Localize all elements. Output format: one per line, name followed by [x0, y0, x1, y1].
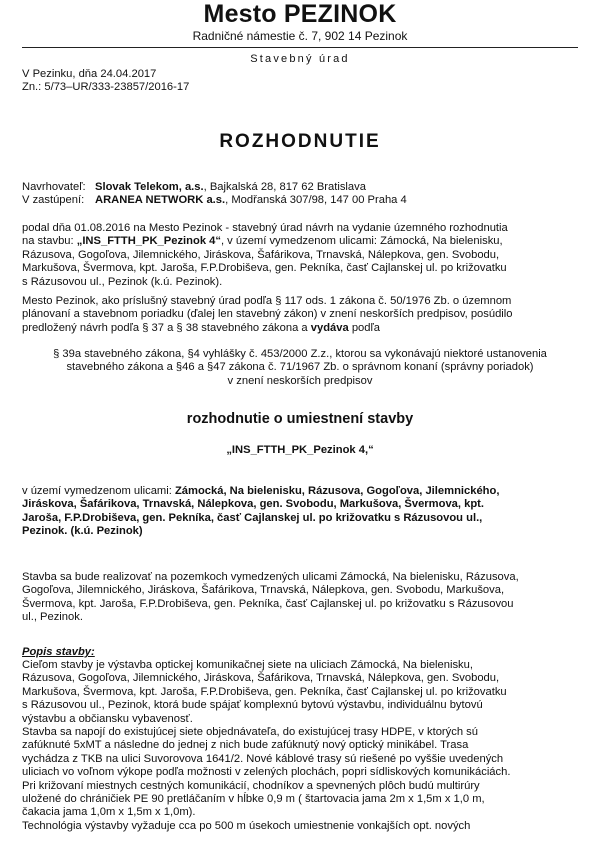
project-name: „INS_FTTH_PK_Pezinok 4,“ [226, 444, 374, 456]
text-line: Švermova, kpt. Jaroša, F.P.Drobiševa, gen. Pekníka, časť Cajlanskej ul. po križovatku s Rázusovou [22, 597, 514, 610]
description-heading: Popis stavby: [22, 646, 95, 658]
representative-line [22, 194, 407, 207]
text-line: v znení neskorších predpisov [227, 374, 373, 387]
text-line: Stavba sa napojí do existujúcej siete objednávateľa, do existujúcej trasy HDPE, v ktorých sú [22, 726, 478, 739]
representative-label: V zastúpení: [22, 194, 85, 206]
document-heading: ROZHODNUTIE [219, 131, 381, 152]
decision-title: rozhodnutie o umiestnení stavby [186, 411, 414, 427]
representative-name: ARANEA NETWORK a.s. [95, 194, 226, 206]
text-line: Stavba sa bude realizovať na pozemkoch vymedzených ulicami Zámocká, Na bielenisku, Rázusova, [22, 571, 519, 583]
applicant-name: Slovak Telekom, a.s. [95, 181, 204, 193]
applicant-line [22, 181, 366, 194]
text-line: Mesto Pezinok, ako príslušný stavebný úrad podľa § 117 ods. 1 zákona č. 50/1976 Zb. o územnom [22, 295, 512, 307]
text-line: uložené do chráničiek PE 90 pretláčaním v hĺbke 0,9 m ( štartovacia jama 2m x 1,5m x 1,0 m, [22, 793, 485, 806]
text-line: Rázusova, Gogoľova, Jilemnického, Jiráskova, Šafárikova, Trnavská, Nálepkova, gen. Svobodu, [22, 672, 500, 685]
text-line: Jaroša, F.P.Drobiševa, gen. Pekníka, časť Cajlanskej ul. po križovatku s Rázusovou ul., [22, 511, 483, 524]
text-line: vychádza z TKB na ulici Suvorovova 1641/2. Nové káblové trasy sú riešené po vyššie uvedených [22, 752, 504, 765]
text-line: s Rázusovou ul., Pezinok (k.ú. Pezinok). [22, 275, 223, 288]
text-line: Cieľom stavby je výstavba optickej komunikačnej siete na uliciach Zámocká, Na bielenisku, [22, 659, 473, 671]
text-line: uliciach vo voľnom výkope podľa možnosti v zelených plochách, popri sídliskových komunikáciách. [22, 766, 511, 779]
applicant-label: Navrhovateľ: [22, 181, 86, 193]
text-line: na stavbu: „INS_FTTH_PK_Pezinok 4“, v území vymedzenom ulicami: Zámocká, Na bielenisku, [22, 235, 503, 248]
city-title: Mesto PEZINOK [203, 0, 397, 28]
text-line: Jiráskova, Šafárikova, Trnavská, Nálepkova, gen. Svobodu, Markušova, Švermova, kpt. [22, 498, 484, 511]
realization-paragraph [22, 571, 578, 625]
text-line: Pri križovaní miestnych cestných komunikácií, chodníkov a spevnených plôch budú multirúry [22, 779, 480, 792]
reference-number: Zn.: 5/73–UR/333-23857/2016-17 [22, 81, 190, 93]
text-line: Rázusova, Gogoľova, Jilemnického, Jiráskova, Šafárikova, Trnavská, Nálepkova, gen. Svobodu, [22, 248, 500, 261]
text-line: v území vymedzenom ulicami: Zámocká, Na bielenisku, Rázusova, Gogoľova, Jilemnického, [22, 485, 500, 497]
area-paragraph [22, 485, 578, 539]
text-line: Pezinok. (k.ú. Pezinok) [22, 525, 143, 538]
document-date: V Pezinku, dňa 24.04.2017 [22, 68, 157, 80]
text-line: Technológia výstavby vyžaduje cca po 500 m úsekoch umiestnenie vonkajších opt. nových [22, 819, 471, 832]
text-line: Markušova, Švermova, kpt. Jaroša, F.P.Drobiševa, gen. Pekníka, časť Cajlanskej ul. po križovatku [22, 685, 507, 698]
header-divider [22, 47, 578, 48]
text-line: výstavbu a občiansku vybavenosť. [22, 712, 193, 725]
text-line: ul., Pezinok. [22, 611, 83, 624]
authority-paragraph [22, 295, 578, 335]
text-line: Gogoľova, Jilemnického, Jiráskova, Šafárikova, Trnavská, Nálepkova, gen. Svobodu, Markušova, [22, 584, 505, 597]
project-name-inline: „INS_FTTH_PK_Pezinok 4“ [76, 235, 221, 248]
office-name: Stavebný úrad [250, 53, 350, 65]
legal-basis [22, 348, 578, 388]
text-line: čakacia jama 1,0m x 1,5m x 1,0m). [22, 806, 196, 819]
representative-address: , Modřanská 307/98, 147 00 Praha 4 [225, 194, 407, 206]
text-line: stavebného zákona a §46 a §47 zákona č. 71/1967 Zb. o správnom konaní (správny poriadok) [66, 361, 534, 374]
city-address: Radničné námestie č. 7, 902 14 Pezinok [192, 29, 408, 43]
text-line: s Rázusovou ul., Pezinok, ktorá bude spájať komplexnú bytovú výstavbu, individuálnu bytovú [22, 699, 483, 712]
intro-paragraph [22, 222, 578, 289]
text-line: predložený návrh podľa § 37 a § 38 stavebného zákona a vydáva podľa [22, 321, 380, 334]
text-line: podal dňa 01.08.2016 na Mesto Pezinok - stavebný úrad návrh na vydanie územného rozhodnutia [22, 222, 508, 234]
issues-keyword: vydáva [310, 321, 349, 334]
text-line: § 39a stavebného zákona, §4 vyhlášky č. 453/2000 Z.z., ktorou sa vykonávajú niektoré ustanovenia [53, 348, 547, 360]
text-line: plánovaní a stavebnom poriadku (ďalej len stavebný zákon) v znení neskorších predpisov, posúdilo [22, 308, 513, 321]
applicant-address: , Bajkalská 28, 817 62 Bratislava [203, 181, 366, 193]
text-line: Markušova, Švermova, kpt. Jaroša, F.P.Drobiševa, gen. Pekníka, časť Cajlanskej ul. po križovatku [22, 262, 507, 275]
text-line: zafúknuté 5xMT a následne do jednej z nich bude zafúknutý nový optický minikábel. Trasa [22, 739, 469, 752]
description-paragraph [22, 659, 578, 833]
